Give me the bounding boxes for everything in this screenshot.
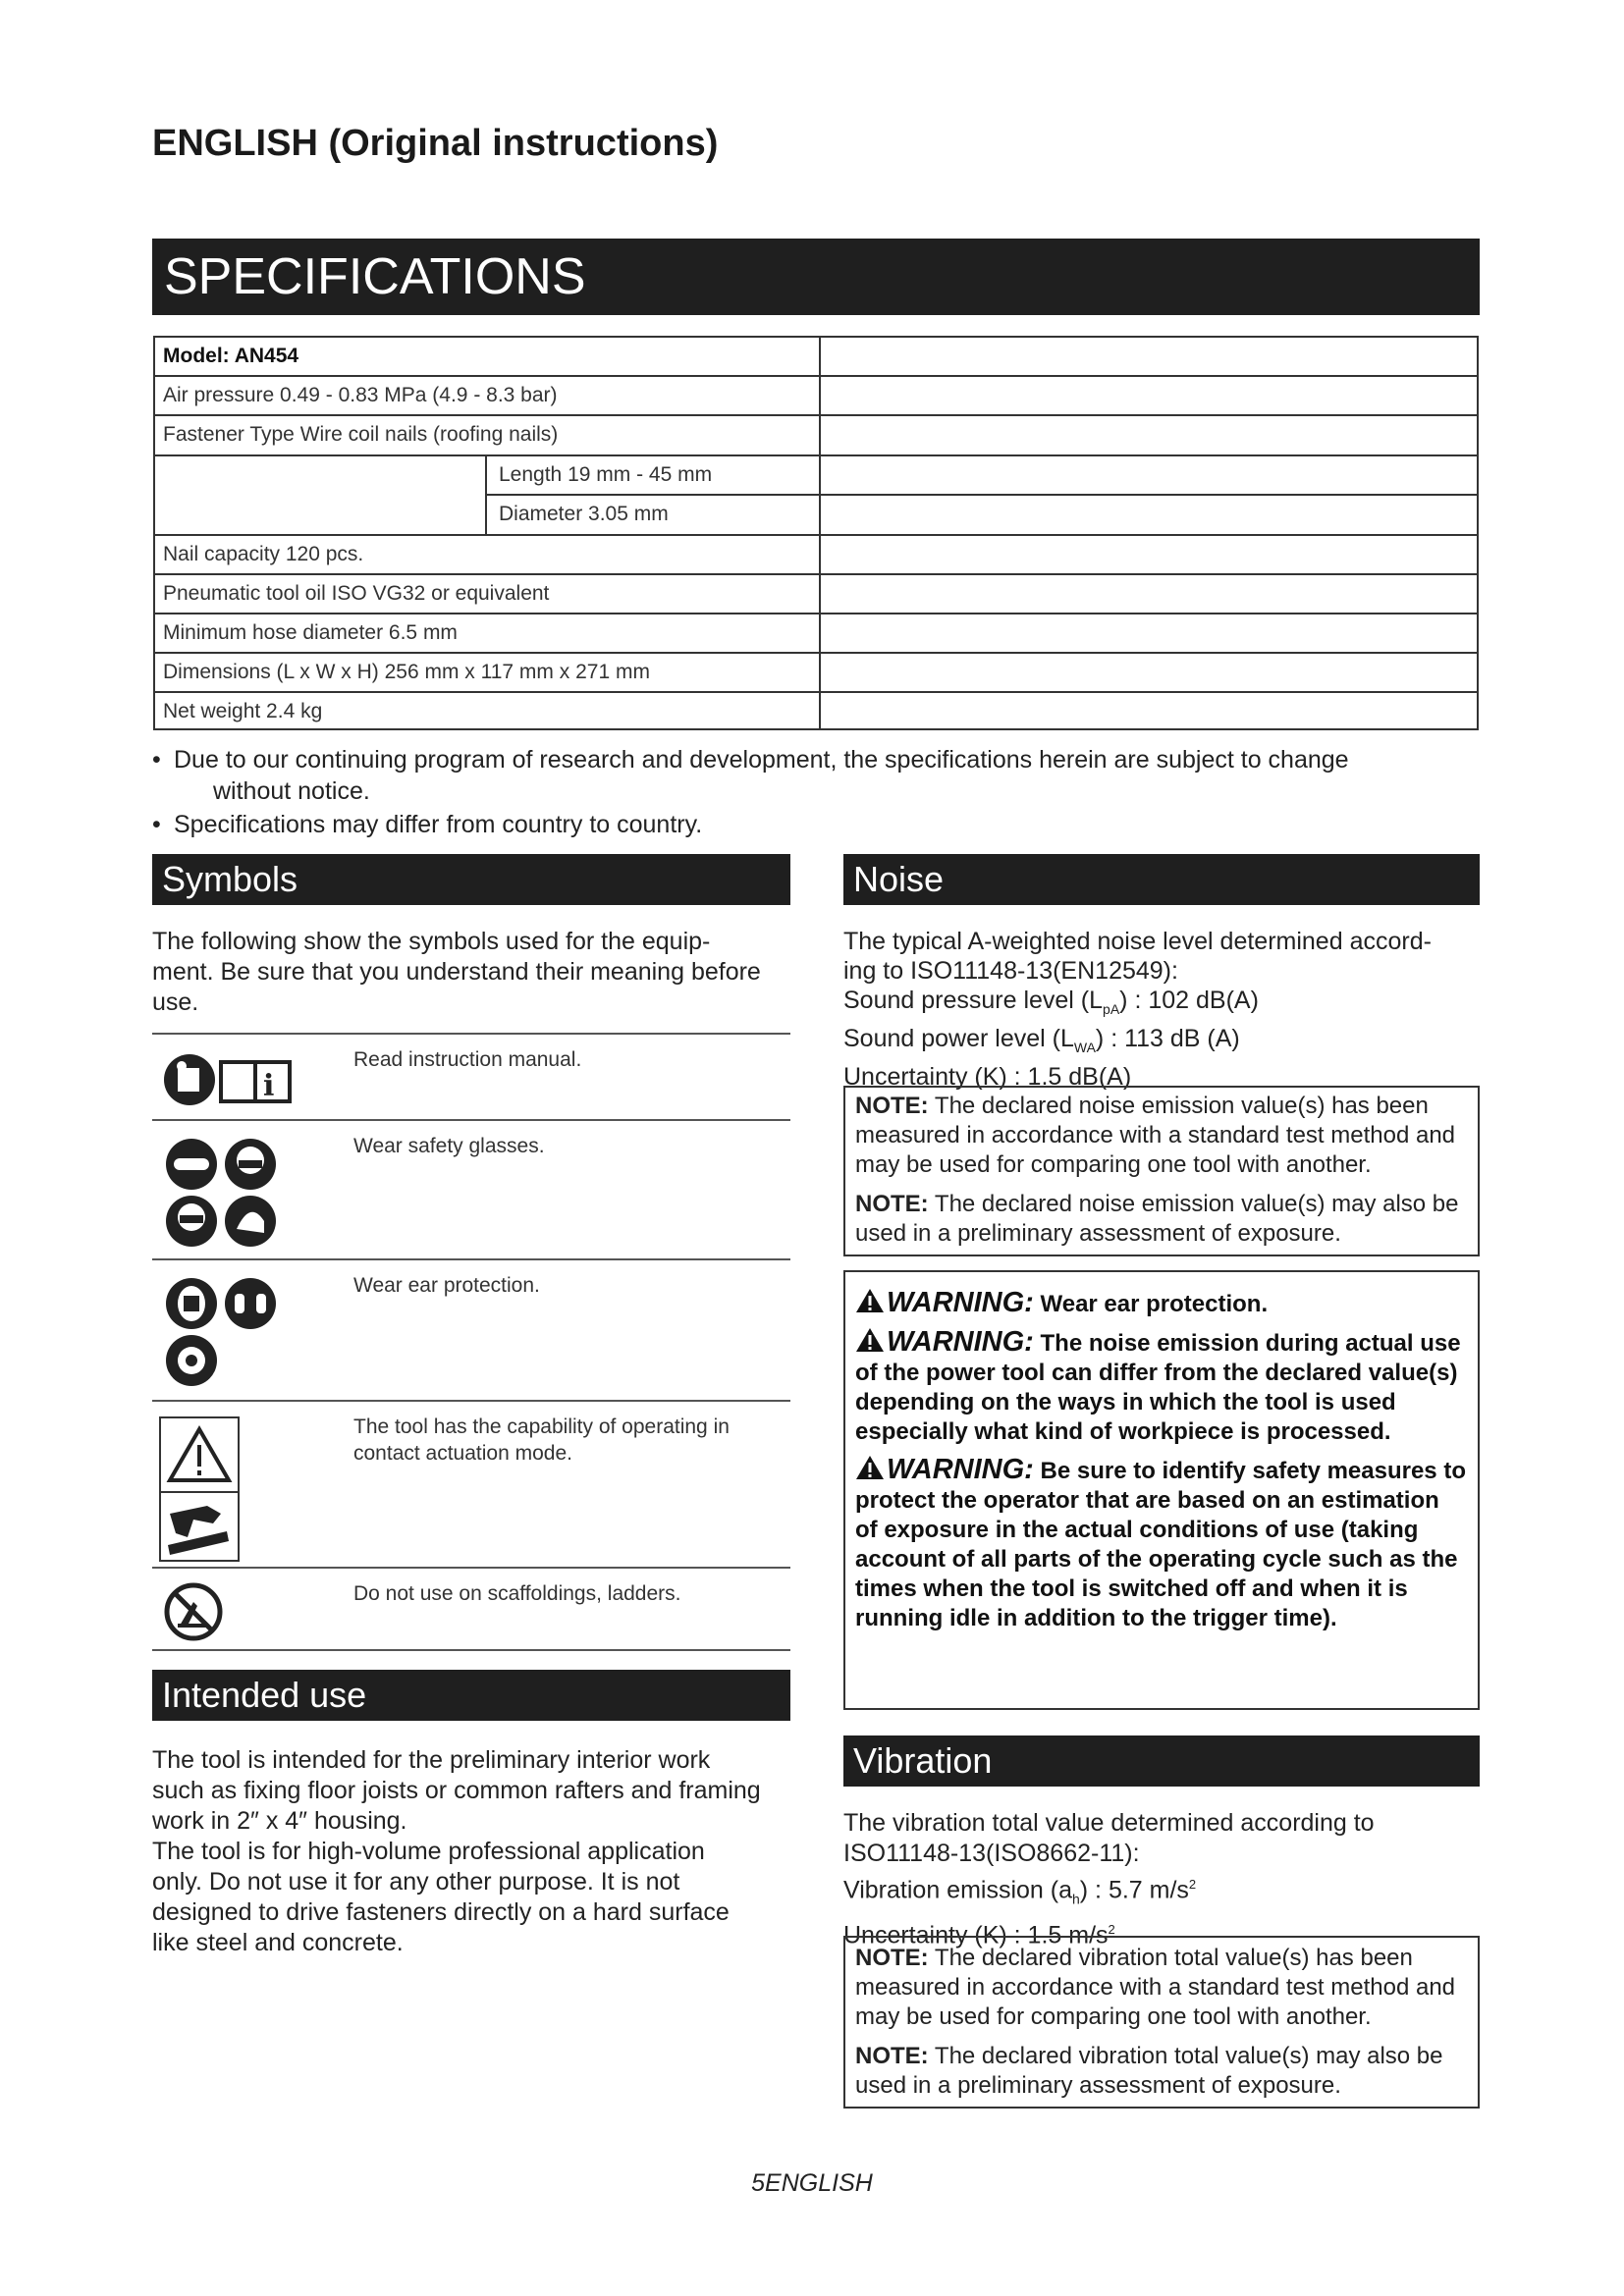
table-row [155, 496, 1477, 536]
noise-intro-line: The typical A-weighted noise level determined accord- [843, 928, 1432, 955]
specifications-table [153, 336, 1479, 730]
spec-note-1: • Due to our continuing program of research and development, the specifications herein are subject to change without notice. [152, 744, 1488, 807]
symbol-text: Wear safety glasses. [353, 1135, 545, 1157]
warning-label: WARNING: [887, 1326, 1034, 1358]
emission-sub: h [1071, 1891, 1080, 1907]
warning-text-1: Wear ear protection. [1040, 1291, 1269, 1317]
spec-oil: Pneumatic tool oil ISO VG32 or equivalent [163, 582, 550, 605]
vibration-intro-line: ISO11148-13(ISO8662-11): [843, 1840, 1140, 1867]
symbol-row [152, 1400, 790, 1569]
emission-value: ) : 5.7 m/s [1079, 1876, 1189, 1904]
table-row [155, 654, 1477, 693]
note-label: NOTE: [855, 1093, 929, 1119]
spl-value: ) : 102 dB(A) [1119, 987, 1259, 1014]
warning-icon [855, 1288, 885, 1313]
table-row [155, 575, 1477, 614]
spec-hose: Minimum hose diameter 6.5 mm [163, 621, 458, 644]
spec-diameter: Diameter 3.05 mm [499, 503, 669, 525]
symbol-text [353, 1414, 785, 1467]
spec-nail-capacity: Nail capacity 120 pcs. [163, 543, 364, 565]
symbol-row [152, 1033, 790, 1121]
noise-note-box [843, 1086, 1480, 1256]
intended-use-text [152, 1745, 820, 1958]
read-manual-icon [162, 1052, 299, 1112]
safety-glasses-icon [162, 1135, 290, 1257]
ear-protection-icon [162, 1274, 290, 1397]
contact-actuation-icon [158, 1415, 241, 1568]
table-row [155, 416, 1477, 456]
table-row [155, 693, 1477, 730]
svg-text:i: i [263, 1069, 275, 1103]
noise-intro [843, 927, 1482, 1092]
spec-model: Model: AN454 [163, 345, 299, 367]
vibration-uncertainty-text: Uncertainty (K) : 1.5 m/s [843, 1921, 1109, 1949]
warning-label: WARNING: [887, 1287, 1034, 1318]
spec-weight: Net weight 2.4 kg [163, 700, 323, 722]
spec-note-1-cont: without notice. [213, 777, 370, 805]
note-label: NOTE: [855, 1191, 929, 1217]
noise-note-2: The declared noise emission value(s) may also be used in a preliminary assessment of exposure. [855, 1191, 1459, 1247]
specifications-heading: SPECIFICATIONS [152, 239, 1480, 315]
symbol-row [152, 1119, 790, 1260]
sound-power-level [843, 1024, 1482, 1062]
note-label: NOTE: [855, 2043, 929, 2069]
symbol-row [152, 1567, 790, 1651]
intended-use-line: only. Do not use it for any other purpose. It is not [152, 1868, 680, 1896]
symbol-text: Wear ear protection. [353, 1274, 540, 1297]
intended-use-line: designed to drive fasteners directly on a hard surface [152, 1898, 730, 1926]
table-row [155, 338, 1477, 377]
emission-unit-sup: 2 [1188, 1877, 1197, 1892]
vibration-note-2: The declared vibration total value(s) may also be used in a preliminary assessment of exposure. [855, 2043, 1443, 2099]
spec-air-pressure: Air pressure 0.49 - 0.83 MPa (4.9 - 8.3 bar) [163, 384, 558, 406]
spec-note-2: • Specifications may differ from country to country. [152, 809, 1488, 840]
symbols-intro-line: use. [152, 988, 199, 1016]
intended-use-line: work in 2″ x 4″ housing. [152, 1807, 407, 1835]
symbols-intro-line: The following show the symbols used for the equip- [152, 928, 711, 955]
warning-icon [855, 1327, 885, 1353]
spec-note-1-text: Due to our continuing program of research and development, the specifications herein are subject to change [174, 746, 1349, 774]
spl-sub: pA [1103, 1001, 1120, 1017]
table-row [155, 614, 1477, 654]
spec-dimensions: Dimensions (L x W x H) 256 mm x 117 mm x 271 mm [163, 661, 650, 683]
page-language-title: ENGLISH (Original instructions) [152, 123, 719, 164]
uncertainty-unit-sup: 2 [1108, 1922, 1115, 1938]
intended-use-line: like steel and concrete. [152, 1929, 404, 1956]
symbols-intro-line: ment. Be sure that you understand their meaning before [152, 958, 761, 986]
symbols-divider [152, 1649, 790, 1651]
spl-label: Sound pressure level (L [843, 987, 1104, 1014]
spec-length: Length 19 mm - 45 mm [499, 463, 713, 486]
symbol-text-line: The tool has the capability of operating in [353, 1415, 730, 1438]
symbol-text: Read instruction manual. [353, 1048, 582, 1071]
noise-uncertainty: Uncertainty (K) : 1.5 dB(A) [843, 1063, 1132, 1091]
emission-label: Vibration emission (a [843, 1876, 1072, 1904]
vibration-intro-line: The vibration total value determined according to [843, 1809, 1375, 1837]
symbols-intro [152, 927, 800, 1018]
table-row [155, 377, 1477, 416]
vibration-intro [843, 1808, 1482, 1951]
noise-heading: Noise [843, 854, 1480, 905]
warning-text-2: The noise emission during actual use of the power tool can differ from the declared value(s) depending on the ways in which the tool is used especially what kind of workpiece is processed. [855, 1330, 1461, 1445]
spec-fastener-type: Fastener Type Wire coil nails (roofing nails) [163, 423, 559, 446]
noise-note-1: The declared noise emission value(s) has been measured in accordance with a standard test method and may be used for comparing one tool with another. [855, 1093, 1456, 1178]
noise-intro-line: ing to ISO11148-13(EN12549): [843, 957, 1178, 985]
vibration-emission [843, 1869, 1482, 1914]
note-label: NOTE: [855, 1945, 929, 1971]
table-row [155, 456, 1477, 496]
swl-label: Sound power level (L [843, 1025, 1074, 1052]
intended-use-line: The tool is intended for the preliminary interior work [152, 1746, 711, 1774]
warning-icon [855, 1455, 885, 1480]
vibration-note-1: The declared vibration total value(s) has been measured in accordance with a standard test method and may be used for comparing one tool with another. [855, 1945, 1456, 2030]
symbol-text-line: contact actuation mode. [353, 1442, 572, 1465]
warning-text-3: Be sure to identify safety measures to protect the operator that are based on an estimation of exposure in the actual conditions of use (taking account of all parts of the operating cycle such as the times when the tool is switched off and when it is running idle in addition to the trigger time). [855, 1458, 1466, 1631]
symbol-row [152, 1258, 790, 1402]
table-row [155, 536, 1477, 575]
intended-use-line: such as fixing floor joists or common rafters and framing [152, 1777, 761, 1804]
intended-use-heading: Intended use [152, 1670, 790, 1721]
warning-label: WARNING: [887, 1454, 1034, 1485]
swl-sub: WA [1073, 1040, 1096, 1055]
noise-warning-box [843, 1270, 1480, 1710]
no-scaffolding-icon [164, 1582, 223, 1646]
vibration-note-box [843, 1936, 1480, 2109]
page-number: 5ENGLISH [751, 2169, 873, 2197]
intended-use-line: The tool is for high-volume professional application [152, 1838, 705, 1865]
sound-pressure-level [843, 986, 1482, 1024]
spec-note-2-text: Specifications may differ from country to country. [174, 811, 703, 838]
symbols-heading: Symbols [152, 854, 790, 905]
symbol-text: Do not use on scaffoldings, ladders. [353, 1582, 681, 1605]
swl-value: ) : 113 dB (A) [1095, 1025, 1240, 1052]
vibration-heading: Vibration [843, 1735, 1480, 1787]
